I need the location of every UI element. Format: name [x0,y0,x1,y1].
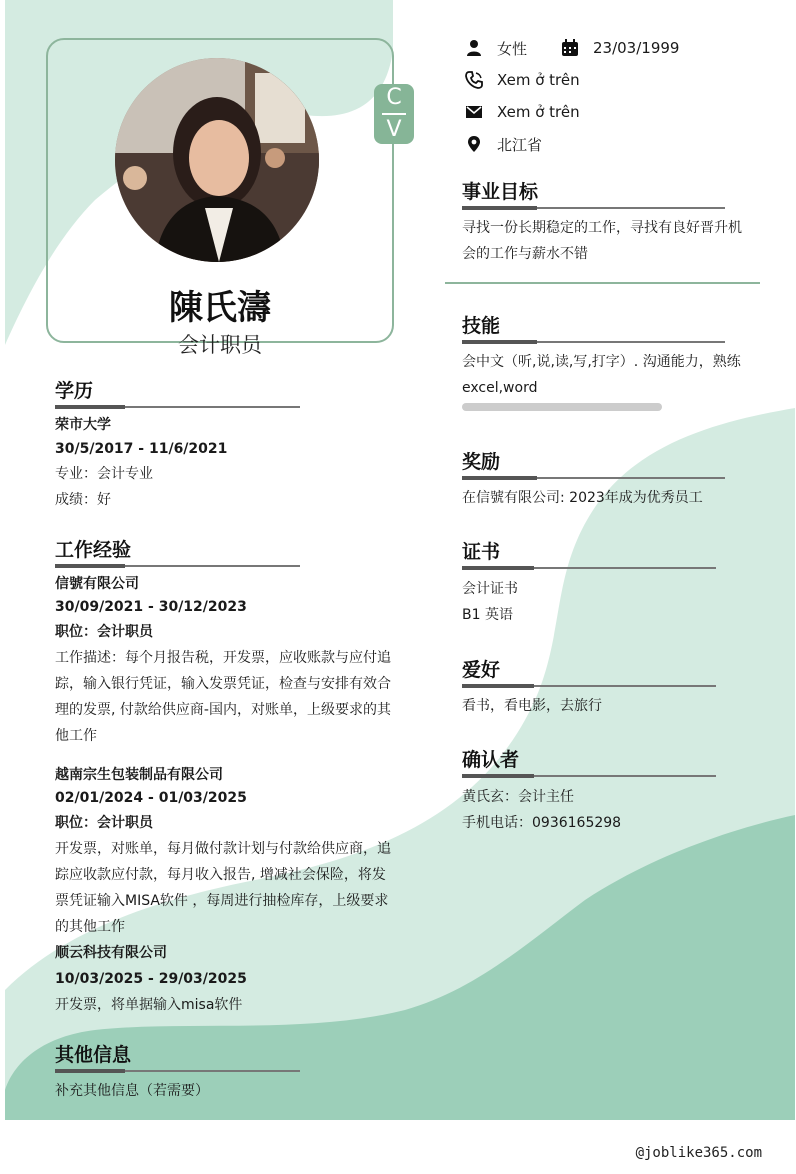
job-1-dates: 30/09/2021 - 30/12/2023 [55,599,247,615]
reference-heading: 确认者 [462,749,520,771]
contact-phone: Xem ở trên [497,71,580,89]
contact-gender: 女性 [497,39,528,58]
other-rule-accent [55,1069,125,1073]
job-2-desc-line-1: 开发票，对账单，每月做付款计划与付款给供应商，追 [55,841,391,857]
objective-line-1: 寻找一份长期稳定的工作，寻找有良好晋升机 [462,220,742,236]
job-3-dates: 10/03/2025 - 29/03/2025 [55,971,247,987]
awards-rule-accent [462,476,537,480]
certificates-heading: 证书 [462,541,501,563]
hobbies-text: 看书，看电影，去旅行 [462,698,602,714]
objective-line-2: 会的工作与薪水不错 [462,246,588,262]
contact-row-address [465,128,775,160]
candidate-job-title: 会计职员 [178,333,262,357]
job-1-position: 职位：会计职员 [55,624,153,640]
contact-row-gender-birth [465,32,775,64]
experience-rule-accent [55,564,125,568]
job-1-desc-line-1: 工作描述：每个月报告税，开发票，应收账款与应付追 [55,650,391,666]
email-icon [465,103,483,121]
education-rule-accent [55,405,125,409]
education-heading: 学历 [55,380,94,402]
job-2-desc-line-3: 票凭证输入MISA软件 ，每周进行抽检库存，上级要求 [55,893,389,909]
candidate-name: 陳氏濤 [169,288,271,328]
contact-birthdate: 23/03/1999 [593,39,680,57]
education-school: 荣市大学 [55,417,111,433]
education-major: 专业：会计专业 [55,466,153,482]
contact-email: Xem ở trên [497,103,580,121]
skills-line-1: 会中文（听,说,读,写,打字）. 沟通能力，熟练 [462,354,741,370]
cv-badge-divider [382,113,406,115]
skills-line-2: excel,word [462,380,538,396]
skills-rule-accent [462,340,537,344]
footer-site[interactable]: @joblike365.com [635,1145,762,1161]
experience-heading: 工作经验 [55,539,132,561]
contact-row-phone [465,64,775,96]
certificate-item-1: 会计证书 [462,581,518,597]
cv-badge [374,84,414,144]
job-2-desc-line-4: 的其他工作 [55,919,125,935]
skills-heading: 技能 [462,315,501,337]
cv-page [5,0,795,1120]
job-1-desc-line-3: 理的发票, 付款给供应商-国内，对账单，上级要求的其 [55,702,391,718]
cv-badge-letter-c: C [386,85,402,110]
objective-divider [445,282,760,284]
job-1-desc-line-4: 他工作 [55,728,97,744]
reference-phone: 手机电话：0936165298 [462,815,622,831]
contact-address: 北江省 [497,135,543,154]
job-1-desc-line-2: 踪，输入银行凭证，输入发票凭证，检查与安排有效合 [55,676,391,692]
objective-heading: 事业目标 [462,181,539,203]
location-pin-icon [465,135,483,153]
job-3-company: 顺云科技有限公司 [55,945,167,961]
job-1-company: 信號有限公司 [55,576,139,592]
contact-row-email [465,96,775,128]
other-text: 补充其他信息（若需要） [55,1083,209,1099]
profile-photo [115,58,319,262]
calendar-icon [561,39,579,57]
awards-text: 在信號有限公司: 2023年成为优秀员工 [462,490,703,506]
certificate-item-2: B1 英语 [462,607,513,623]
other-heading: 其他信息 [55,1044,132,1066]
cv-badge-letter-v: V [386,117,402,142]
job-2-desc-line-2: 踪应收款应付款，每月收入报告, 增减社会保险，将发 [55,867,386,883]
job-3-desc-line-1: 开发票，将单据输入misa软件 [55,997,243,1013]
awards-heading: 奖励 [462,451,501,473]
job-2-position: 职位：会计职员 [55,815,153,831]
contact-block [465,32,775,160]
reference-rule-accent [462,774,534,778]
phone-icon [465,71,483,89]
reference-person: 黄氏玄：会计主任 [462,789,574,805]
skill-level-bar [462,403,662,411]
person-icon [465,39,483,57]
education-dates: 30/5/2017 - 11/6/2021 [55,441,228,457]
education-grade: 成绩：好 [55,492,111,508]
objective-rule-accent [462,206,537,210]
hobbies-rule-accent [462,684,534,688]
job-2-company: 越南宗生包装制品有限公司 [55,767,223,783]
hobbies-heading: 爱好 [462,659,501,681]
certificates-rule-accent [462,566,534,570]
job-2-dates: 02/01/2024 - 01/03/2025 [55,790,247,806]
